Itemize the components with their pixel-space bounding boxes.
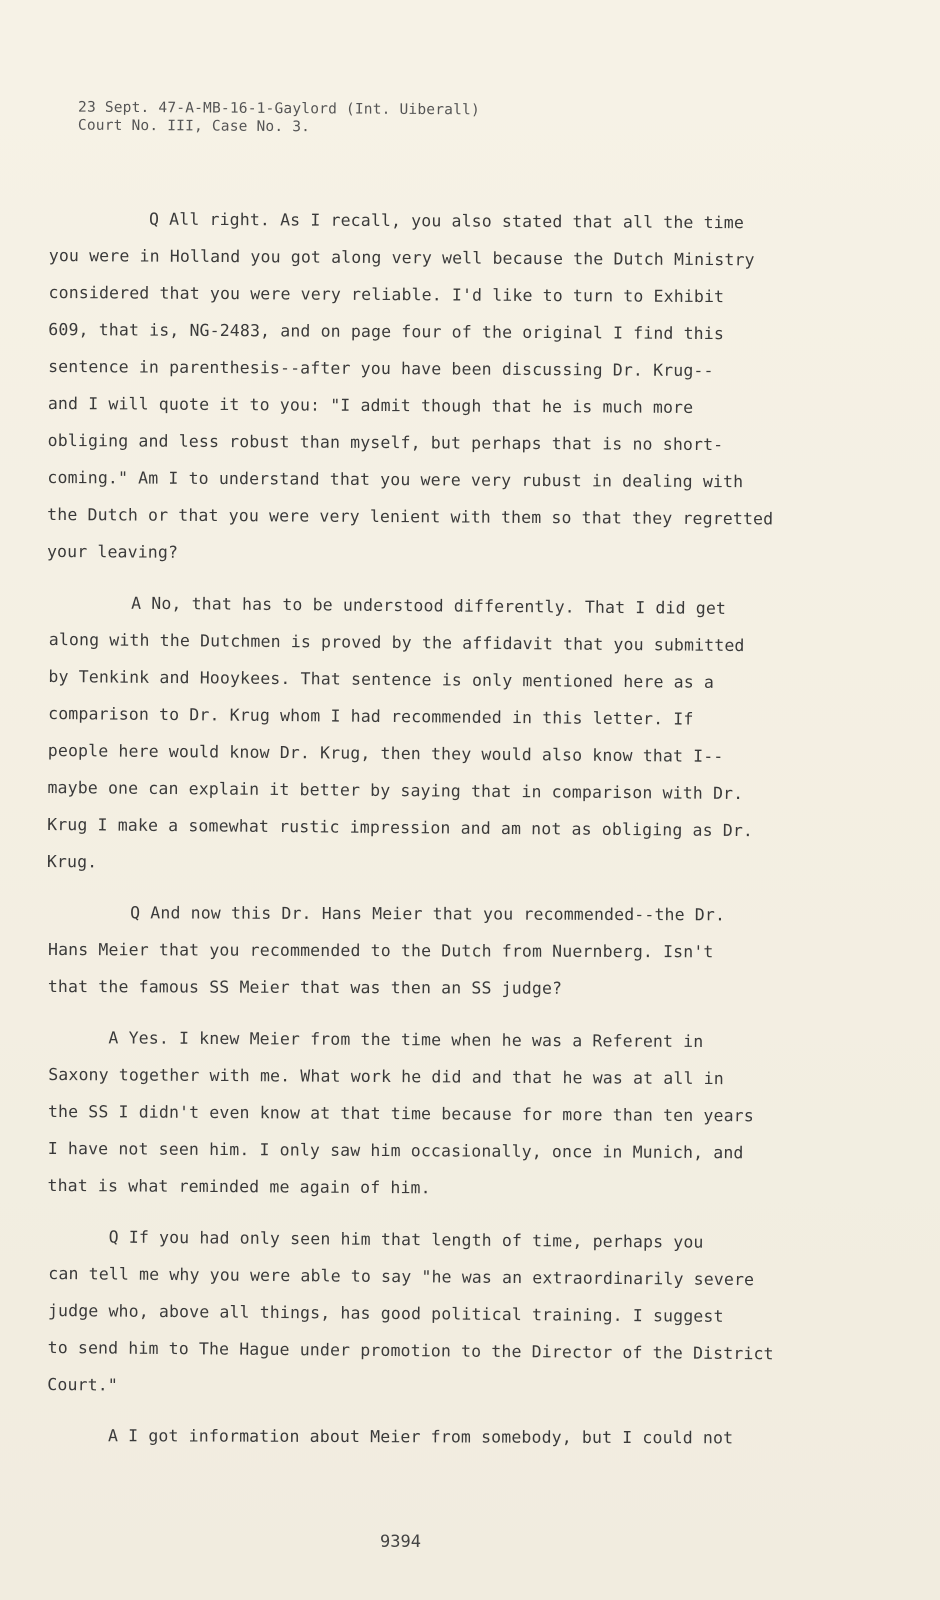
text-line: Hans Meier that you recommended to the Dutch from Nuernberg. Isn't: [47, 940, 714, 962]
paragraph-question-1: [47, 200, 809, 575]
text-line: people here would know Dr. Krug, then they would also know that I--: [47, 740, 724, 766]
text-line: A No, that has to be understood differently. That I did get: [131, 593, 727, 618]
text-line: Q If you had only seen him that length of time, perhaps you: [108, 1227, 704, 1252]
text-line: considered that you were very reliable. I'd like to turn to Exhibit: [48, 283, 725, 307]
text-line: sentence in parenthesis--after you have been discussing Dr. Krug--: [48, 357, 714, 381]
text-line: obliging and less robust than myself, but perhaps that is no short-: [47, 430, 724, 455]
paragraph-answer-2: [47, 1019, 808, 1209]
text-line: that the famous SS Meier that was then an SS judge?: [47, 976, 563, 998]
text-line: A I got information about Meier from somebody, but I could not: [107, 1426, 734, 1448]
text-line: 609, that is, NG-2483, and on page four of the original I find this: [48, 320, 725, 344]
text-line: and I will quote it to you: "I admit though that he is much more: [47, 393, 694, 417]
paragraph-answer-3: [48, 1417, 808, 1457]
text-line: to send him to The Hague under promotion to the Director of the District: [47, 1337, 774, 1364]
paragraph-answer-1: [47, 584, 810, 887]
text-line: that is what reminded me again of him.: [47, 1175, 431, 1198]
text-line: Court.": [47, 1374, 119, 1395]
text-line: Saxony together with me. What work he did and that he was at all in: [48, 1065, 724, 1089]
transcript-body: [48, 200, 808, 1454]
document-header: [78, 99, 480, 138]
paragraph-question-3: [47, 1218, 809, 1410]
text-line: along with the Dutchmen is proved by the affidavit that you submitted: [48, 630, 745, 656]
paragraph-question-2: [48, 894, 808, 1008]
text-line: comparison to Dr. Krug whom I had recommended in this letter. If: [48, 704, 694, 729]
text-line: can tell me why you were able to say "he was an extraordinarily severe: [48, 1264, 755, 1290]
text-line: coming." Am I to understand that you were very rubust in dealing with: [47, 467, 744, 492]
text-line: you were in Holland you got along very well because the Dutch Ministry: [48, 246, 755, 270]
text-line: the Dutch or that you were very lenient with them so that they regretted: [47, 504, 774, 529]
text-line: Krug I make a somewhat rustic impression and am not as obliging as Dr.: [47, 814, 754, 841]
text-line: by Tenkink and Hooykees. That sentence is only mentioned here as a: [48, 667, 715, 692]
text-line: the SS I didn't even know at that time because for more than ten years: [47, 1102, 754, 1126]
header-line-2: Court No. III, Case No. 3.: [77, 117, 311, 136]
text-line: Q All right. As I recall, you also stated that all the time: [148, 209, 745, 233]
text-line: A Yes. I knew Meier from the time when he was a Referent in: [108, 1028, 704, 1052]
header-line-1: 23 Sept. 47-A-MB-16-1-Gaylord (Int. Uiberall): [78, 99, 480, 119]
text-line: I have not seen him. I only saw him occasionally, once in Munich, and: [47, 1138, 744, 1163]
text-line: your leaving?: [46, 541, 179, 562]
text-line: judge who, above all things, has good political training. I suggest: [47, 1301, 724, 1326]
text-line: Q And now this Dr. Hans Meier that you recommended--the Dr.: [130, 903, 726, 925]
text-line: maybe one can explain it better by saying that in comparison with Dr.: [47, 777, 744, 804]
text-line: Krug.: [46, 851, 98, 872]
page-number: 9394: [380, 1532, 421, 1552]
